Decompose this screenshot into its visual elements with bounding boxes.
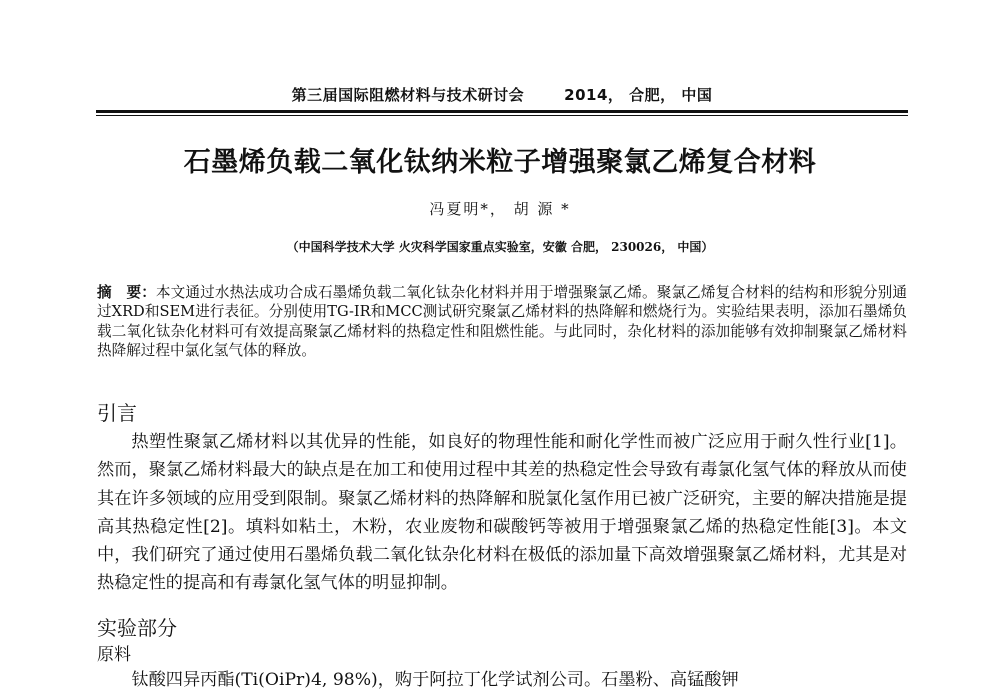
conference-name: 第三届国际阻燃材料与技术研讨会 [291, 86, 525, 104]
materials-paragraph: 钛酸四异丙酯(Ti(OiPr)4, 98%)，购于阿拉丁化学试剂公司。石墨粉、高锰酸钾 [131, 670, 739, 690]
paper-title: 石墨烯负载二氧化钛纳米粒子增强聚氯乙烯复合材料 [183, 147, 817, 178]
abstract [97, 283, 907, 361]
paper-authors: 冯夏明*， 胡 源 * [429, 200, 571, 218]
introduction-paragraph: 热塑性聚氯乙烯材料以其优异的性能，如良好的物理性能和耐化学性而被广泛应用于耐久性行业[1]。然而，聚氯乙烯材料最大的缺点是在加工和使用过程中其差的热稳定性会导致有毒氯化氢气体的释放从而使其在许多领域的应用受到限制。聚氯乙烯材料的热降解和脱氯化氢作用已被广泛研究，主要的解决措施是提高其热稳定性[2]。填料如粘土，木粉，农业废物和碳酸钙等被用于增强聚氯乙烯的热稳定性能[3]。本文中，我们研究了通过使用石墨烯负载二氧化钛杂化材料在极低的添加量下高效增强聚氯乙烯材料，尤其是对热稳定性的提高和有毒氯化氢气体的明显抑制。 [97, 432, 907, 594]
conference-date-location: 2014， 合肥， 中国 [564, 86, 713, 104]
running-header [96, 84, 908, 105]
header-rule-thin [96, 115, 908, 116]
section-heading-experimental: 实验部分 [97, 616, 177, 640]
subsection-heading-materials: 原料 [97, 645, 131, 665]
abstract-label: 摘 要： [97, 284, 156, 301]
abstract-text: 本文通过水热法成功合成石墨烯负载二氧化钛杂化材料并用于增强聚氯乙烯。聚氯乙烯复合材料的结构和形貌分别通过XRD和SEM进行表征。分别使用TG-IR和MCC测试研究聚氯乙烯材料的热降解和燃烧行为。实验结果表明，添加石墨烯负载二氧化钛杂化材料可有效提高聚氯乙烯材料的热稳定性和阻燃性能。与此同时，杂化材料的添加能够有效抑制聚氯乙烯材料热降解过程中氯化氢气体的释放。 [97, 284, 907, 360]
section-heading-introduction: 引言 [97, 401, 137, 425]
paper-affiliation: （中国科学技术大学 火灾科学国家重点实验室，安徽 合肥， 230026， 中国） [286, 240, 714, 254]
header-rule-thick [96, 110, 908, 113]
